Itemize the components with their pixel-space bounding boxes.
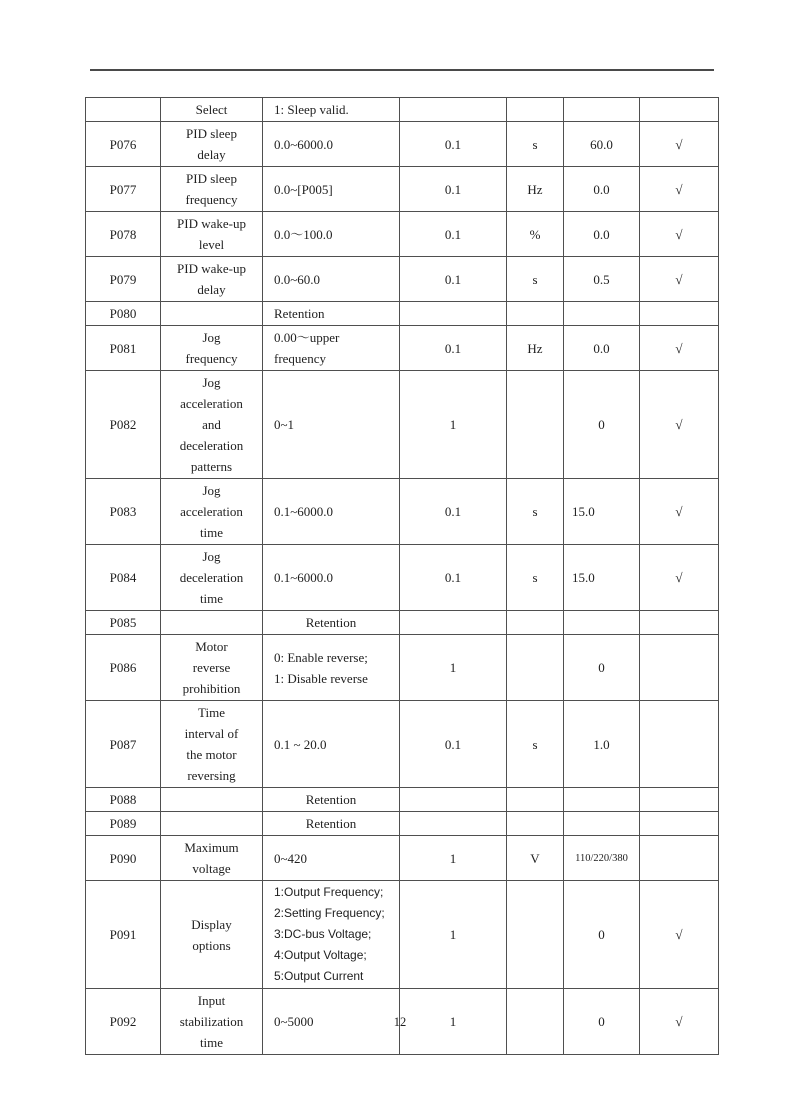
checkmark-icon: √ — [675, 271, 683, 287]
cell-modifiable — [640, 479, 719, 545]
cell-name-text: acceleration — [180, 396, 243, 411]
cell-range — [263, 812, 400, 836]
cell-resolution — [400, 326, 507, 371]
checkmark-icon: √ — [675, 136, 683, 152]
cell-default-text: 0 — [598, 660, 605, 675]
cell-code-text: P092 — [109, 1014, 137, 1029]
page-number: 12 — [393, 1015, 407, 1029]
cell-range — [263, 701, 400, 788]
cell-code — [86, 788, 161, 812]
cell-resolution-text: 1 — [449, 660, 457, 675]
cell-resolution — [400, 479, 507, 545]
cell-default-text: 15.0 — [572, 570, 595, 585]
cell-modifiable — [640, 167, 719, 212]
cell-code — [86, 812, 161, 836]
table-row — [86, 167, 719, 212]
cell-default — [564, 611, 640, 635]
cell-resolution-text: 0.1 — [444, 736, 462, 752]
cell-unit-text: V — [530, 850, 540, 866]
cell-name-text: PID wake-up — [177, 261, 246, 276]
cell-modifiable — [640, 611, 719, 635]
cell-name-text: Jog — [202, 330, 221, 345]
cell-resolution-text: 1 — [449, 927, 457, 942]
cell-name-text: Jog — [202, 549, 221, 564]
cell-modifiable — [640, 257, 719, 302]
cell-modifiable — [640, 788, 719, 812]
table-row — [86, 611, 719, 635]
cell-code — [86, 545, 161, 611]
checkmark-icon: √ — [675, 1014, 683, 1029]
cell-default — [564, 812, 640, 836]
cell-unit — [507, 371, 564, 479]
cell-default-text: 0 — [598, 927, 605, 942]
cell-name — [161, 479, 263, 545]
cell-default — [564, 836, 640, 881]
cell-resolution — [400, 788, 507, 812]
cell-code-text: P091 — [109, 927, 137, 942]
cell-unit-text: s — [532, 271, 538, 287]
cell-name-text: prohibition — [182, 681, 241, 696]
cell-unit — [507, 479, 564, 545]
cell-unit — [507, 701, 564, 788]
cell-code-text: P086 — [109, 660, 137, 675]
checkmark-icon: √ — [675, 226, 683, 242]
cell-default — [564, 371, 640, 479]
cell-code — [86, 122, 161, 167]
cell-code — [86, 836, 161, 881]
cell-unit-text: Hz — [527, 181, 543, 197]
cell-name-text: Motor — [195, 639, 228, 654]
cell-name-text: patterns — [190, 459, 233, 474]
checkmark-icon: √ — [675, 927, 683, 942]
cell-unit — [507, 788, 564, 812]
cell-range — [263, 836, 400, 881]
cell-default — [564, 257, 640, 302]
cell-default — [564, 545, 640, 611]
cell-range — [263, 98, 400, 122]
cell-code — [86, 212, 161, 257]
cell-name-text: Maximum — [184, 840, 239, 855]
table-row — [86, 371, 719, 479]
cell-name — [161, 881, 263, 989]
cell-resolution — [400, 611, 507, 635]
cell-code-text: P081 — [109, 340, 137, 356]
cell-name — [161, 212, 263, 257]
cell-name — [161, 701, 263, 788]
cell-default — [564, 122, 640, 167]
cell-default-text: 15.0 — [572, 504, 595, 519]
cell-name-text: Input — [197, 993, 226, 1008]
checkmark-icon: √ — [675, 570, 683, 585]
cell-code-text: P082 — [109, 417, 137, 432]
cell-resolution — [400, 122, 507, 167]
cell-resolution — [400, 371, 507, 479]
cell-range-text: 0: Enable reverse; — [274, 649, 368, 665]
cell-name-text: frequency — [185, 192, 238, 207]
cell-code-text: P089 — [109, 816, 137, 831]
cell-code — [86, 611, 161, 635]
cell-resolution-text: 0.1 — [444, 181, 462, 197]
cell-modifiable — [640, 545, 719, 611]
cell-range-text: 0~5000 — [274, 1014, 314, 1029]
cell-unit — [507, 302, 564, 326]
cell-unit — [507, 326, 564, 371]
cell-default — [564, 881, 640, 989]
cell-resolution — [400, 836, 507, 881]
table-row — [86, 836, 719, 881]
cell-range-text: 0~1 — [274, 417, 295, 432]
cell-unit-text: % — [529, 226, 541, 242]
cell-resolution — [400, 635, 507, 701]
cell-range — [263, 371, 400, 479]
cell-default-text: 0.0 — [593, 340, 610, 356]
cell-default — [564, 635, 640, 701]
cell-range — [263, 212, 400, 257]
cell-name-text: Display — [191, 916, 232, 932]
cell-resolution — [400, 812, 507, 836]
cell-default — [564, 167, 640, 212]
cell-name — [161, 326, 263, 371]
checkmark-icon: √ — [675, 340, 683, 356]
cell-name — [161, 98, 263, 122]
cell-code — [86, 167, 161, 212]
cell-resolution-text: 0.1 — [444, 340, 462, 356]
cell-range-text: frequency — [274, 351, 326, 366]
parameter-table-body — [86, 98, 719, 1055]
cell-resolution — [400, 212, 507, 257]
cell-name-text: interval of — [184, 726, 239, 741]
cell-default — [564, 212, 640, 257]
cell-name-text: stabilization — [179, 1014, 244, 1029]
cell-default-text: 0 — [598, 417, 605, 432]
cell-code-text: P078 — [109, 226, 137, 242]
cell-name-text: PID sleep — [186, 171, 237, 186]
cell-range-text: 0.0~60.0 — [274, 271, 321, 287]
cell-unit — [507, 122, 564, 167]
table-row — [86, 812, 719, 836]
cell-resolution — [400, 881, 507, 989]
cell-modifiable — [640, 371, 719, 479]
cell-code-text: P088 — [109, 792, 137, 807]
cell-code — [86, 302, 161, 326]
cell-code-text: P085 — [109, 615, 137, 630]
cell-modifiable — [640, 836, 719, 881]
cell-range-text: 2:Setting Frequency; — [274, 906, 385, 920]
cell-resolution — [400, 302, 507, 326]
cell-unit-text: Hz — [527, 340, 543, 356]
cell-range-text: 0.1~6000.0 — [274, 570, 334, 585]
cell-name-text: delay — [197, 147, 226, 162]
cell-range-text: 1:Output Frequency; — [274, 885, 384, 899]
cell-default — [564, 302, 640, 326]
cell-name-text: deceleration — [179, 570, 244, 585]
cell-default-text: 60.0 — [590, 136, 613, 152]
cell-unit — [507, 98, 564, 122]
cell-unit — [507, 545, 564, 611]
table-row — [86, 302, 719, 326]
cell-unit-text: s — [532, 504, 538, 519]
cell-modifiable — [640, 98, 719, 122]
cell-range — [263, 611, 400, 635]
cell-range — [263, 302, 400, 326]
cell-name-text: options — [192, 937, 231, 953]
cell-code-text: P084 — [109, 570, 137, 585]
cell-code — [86, 257, 161, 302]
cell-name — [161, 635, 263, 701]
cell-resolution-text: 0.1 — [444, 570, 462, 585]
cell-modifiable — [640, 212, 719, 257]
checkmark-icon: √ — [675, 181, 683, 197]
cell-default — [564, 98, 640, 122]
cell-resolution-text: 0.1 — [444, 271, 462, 287]
cell-default-text: 0.0 — [593, 181, 610, 197]
cell-modifiable — [640, 326, 719, 371]
cell-code — [86, 881, 161, 989]
cell-name-text: level — [198, 237, 225, 252]
cell-range — [263, 257, 400, 302]
cell-range-text: 4:Output Voltage; — [274, 948, 367, 962]
cell-name — [161, 371, 263, 479]
cell-range-text: 0.0~[P005] — [274, 181, 333, 197]
cell-modifiable — [640, 302, 719, 326]
cell-range — [263, 881, 400, 989]
table-row — [86, 545, 719, 611]
cell-name-text: voltage — [192, 861, 231, 876]
cell-range-text: Retention — [305, 816, 357, 831]
cell-name — [161, 257, 263, 302]
cell-resolution-text: 1 — [449, 850, 457, 866]
cell-range-text: 3:DC-bus Voltage; — [274, 927, 372, 941]
cell-range-text: 0.0~6000.0 — [274, 136, 334, 152]
cell-range — [263, 122, 400, 167]
cell-name — [161, 812, 263, 836]
cell-name-text: acceleration — [180, 504, 243, 519]
header-rule — [90, 69, 714, 71]
cell-unit — [507, 635, 564, 701]
cell-code — [86, 701, 161, 788]
cell-range — [263, 326, 400, 371]
cell-unit — [507, 212, 564, 257]
cell-range-text: 0.00～upper — [274, 330, 340, 345]
cell-name-text: time — [199, 591, 224, 606]
cell-name-text: delay — [197, 282, 226, 297]
cell-range — [263, 545, 400, 611]
cell-resolution-text: 0.1 — [444, 136, 462, 152]
cell-name-text: time — [199, 525, 224, 540]
cell-range-text: Retention — [305, 615, 357, 630]
table-row — [86, 635, 719, 701]
table-row — [86, 326, 719, 371]
cell-resolution — [400, 701, 507, 788]
cell-name-text: the motor — [186, 747, 237, 762]
cell-name-text: frequency — [185, 351, 238, 366]
cell-code — [86, 326, 161, 371]
cell-range-text: 5:Output Current — [274, 969, 364, 983]
cell-unit-text: s — [532, 570, 538, 585]
cell-range-text: Retention — [305, 792, 357, 807]
cell-range-text: 0.1 ~ 20.0 — [274, 736, 327, 752]
table-row — [86, 881, 719, 989]
cell-code-text: P079 — [109, 271, 137, 287]
cell-unit — [507, 881, 564, 989]
cell-name-text: time — [199, 1035, 224, 1050]
cell-range — [263, 635, 400, 701]
cell-range-text: 0~420 — [274, 850, 308, 866]
cell-code-text: P080 — [109, 306, 137, 321]
cell-resolution-text: 1 — [449, 417, 457, 432]
parameter-table — [85, 97, 719, 1055]
cell-resolution — [400, 257, 507, 302]
cell-code — [86, 371, 161, 479]
cell-code-text: P087 — [109, 736, 137, 752]
cell-range-text: 0.0～100.0 — [274, 226, 333, 242]
table-row — [86, 257, 719, 302]
cell-range — [263, 167, 400, 212]
cell-resolution — [400, 98, 507, 122]
cell-name-text: reversing — [187, 768, 236, 783]
cell-resolution — [400, 167, 507, 212]
cell-name — [161, 836, 263, 881]
cell-unit — [507, 167, 564, 212]
cell-default-text: 0.0 — [593, 226, 610, 242]
cell-resolution — [400, 545, 507, 611]
cell-code — [86, 635, 161, 701]
cell-range-text: 1: Sleep valid. — [274, 102, 349, 117]
cell-name — [161, 545, 263, 611]
cell-name-text: PID wake-up — [177, 216, 246, 231]
cell-name-text: reverse — [192, 660, 231, 675]
cell-name-text: Time — [198, 705, 225, 720]
cell-name-text: PID sleep — [186, 126, 237, 141]
cell-unit — [507, 257, 564, 302]
cell-name-text: Jog — [202, 483, 221, 498]
cell-modifiable — [640, 635, 719, 701]
cell-unit — [507, 836, 564, 881]
cell-range-text: 0.1~6000.0 — [274, 504, 334, 519]
cell-default — [564, 479, 640, 545]
cell-code-text: P090 — [109, 850, 137, 866]
cell-code — [86, 479, 161, 545]
cell-name — [161, 611, 263, 635]
cell-default-text: 1.0 — [593, 736, 610, 752]
cell-name-text: deceleration — [179, 438, 244, 453]
cell-name — [161, 167, 263, 212]
cell-range-text: Retention — [274, 306, 325, 321]
table-row — [86, 122, 719, 167]
cell-default-text: 0.5 — [593, 271, 610, 287]
cell-name — [161, 302, 263, 326]
checkmark-icon: √ — [675, 417, 683, 432]
cell-code-text: P076 — [109, 136, 137, 152]
cell-default-text: 110/220/380 — [575, 852, 628, 864]
table-row — [86, 479, 719, 545]
cell-default-text: 0 — [598, 1014, 605, 1029]
cell-name-text: Jog — [202, 375, 221, 390]
cell-range — [263, 479, 400, 545]
cell-name — [161, 122, 263, 167]
cell-modifiable — [640, 701, 719, 788]
cell-unit-text: s — [532, 736, 538, 752]
cell-default — [564, 326, 640, 371]
cell-resolution-text: 1 — [449, 1014, 457, 1029]
cell-default — [564, 788, 640, 812]
cell-range — [263, 788, 400, 812]
cell-modifiable — [640, 812, 719, 836]
cell-code — [86, 98, 161, 122]
cell-range-text: 1: Disable reverse — [274, 670, 368, 686]
cell-unit-text: s — [532, 136, 538, 152]
cell-code-text: P077 — [109, 181, 137, 197]
cell-unit — [507, 611, 564, 635]
cell-name-text: Select — [195, 102, 228, 117]
cell-code-text: P083 — [109, 504, 137, 519]
table-row — [86, 788, 719, 812]
cell-resolution-text: 0.1 — [444, 504, 462, 519]
cell-name-text: and — [202, 417, 221, 432]
table-row — [86, 701, 719, 788]
cell-default — [564, 701, 640, 788]
checkmark-icon: √ — [675, 504, 683, 519]
cell-name — [161, 788, 263, 812]
cell-resolution-text: 0.1 — [444, 226, 462, 242]
cell-modifiable — [640, 122, 719, 167]
cell-unit — [507, 812, 564, 836]
table-row — [86, 212, 719, 257]
cell-modifiable — [640, 881, 719, 989]
table-row — [86, 98, 719, 122]
